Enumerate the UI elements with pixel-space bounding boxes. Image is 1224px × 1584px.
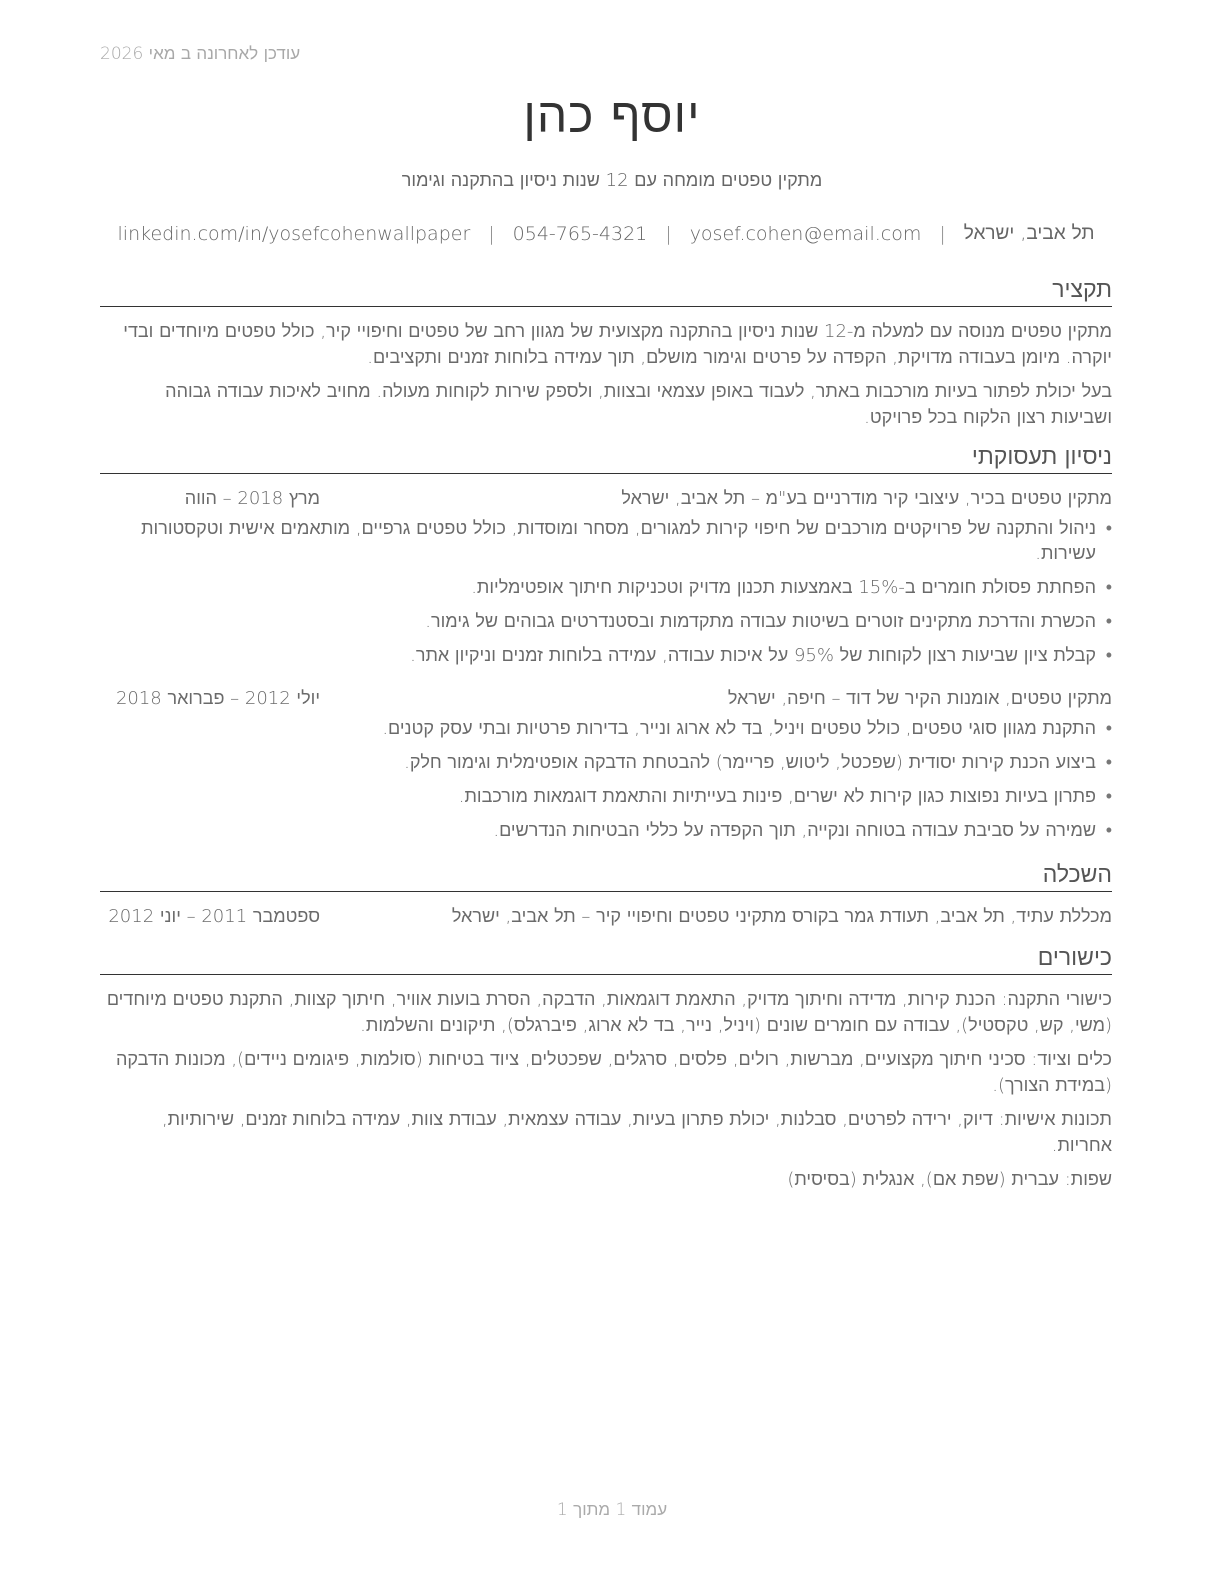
candidate-tagline: מתקין טפטים מומחה עם 12 שנות ניסיון בהתקנה וגימור — [401, 170, 823, 191]
job-dates: יולי 2012 – פברואר 2018 — [115, 688, 320, 709]
job-bullet: • ביצוע הכנת קירות יסודית (שפכטל, ליטוש, פריימר) להבטחת הדבקה אופטימלית וגימור חלק. — [100, 750, 1112, 775]
candidate-name: יוסף כהן — [523, 88, 701, 144]
education-dates: ספטמבר 2011 – יוני 2012 — [108, 906, 320, 927]
summary-section — [100, 276, 1112, 431]
section-title-summary: תקציר — [100, 276, 1112, 307]
education-section — [100, 861, 1112, 930]
section-title-experience: ניסיון תעסוקתי — [100, 443, 1112, 474]
contact-line — [100, 222, 1112, 245]
job-bullets — [100, 716, 1112, 843]
job-header — [100, 486, 1112, 512]
job-bullet: • שמירה על סביבת עבודה בטוחה ונקייה, תוך הקפדה על כללי הבטיחות הנדרשים. — [100, 818, 1112, 843]
page-number: עמוד 1 מתוך 1 — [556, 1500, 668, 1520]
contact-linkedin[interactable]: linkedin.com/in/yosefcohenwallpaper — [117, 222, 471, 245]
contact-phone[interactable]: 054-765-4321 — [512, 222, 648, 245]
job-entry — [100, 486, 1112, 668]
job-title: מתקין טפטים בכיר, עיצובי קיר מודרניים בע"מ – תל אביב, ישראל — [621, 488, 1112, 509]
contact-separator: | — [665, 222, 672, 245]
job-bullet: • קבלת ציון שביעות רצון לקוחות של 95% על איכות עבודה, עמידה בלוחות זמנים וניקיון אתר. — [100, 643, 1112, 668]
contact-separator: | — [939, 222, 946, 245]
job-bullet: • הפחתת פסולת חומרים ב-15% באמצעות תכנון מדויק וטכניקות חיתוך אופטימליות. — [100, 575, 1112, 600]
contact-email[interactable]: yosef.cohen@email.com — [689, 222, 922, 245]
job-bullet: • התקנת מגוון סוגי טפטים, כולל טפטים ויניל, בד לא ארוג ונייר, בדירות פרטיות ובתי עסק קטנים. — [100, 716, 1112, 741]
section-title-skills: כישורים — [100, 944, 1112, 975]
section-title-education: השכלה — [100, 861, 1112, 892]
last-updated-note: עודכן לאחרונה ב מאי 2026 — [100, 44, 301, 64]
skills-item: כישורי התקנה: הכנת קירות, מדידה וחיתוך מדויק, התאמת דוגמאות, הדבקה, הסרת בועות אוויר, חיתוך קצוות, התקנת טפטים מיוחדים (משי, קש, טקסטיל), עבודה עם חומרים שונים (ויניל, נייר, בד לא ארוג, פיברגלס), תיקונים והשלמות. — [106, 989, 1112, 1036]
education-entry — [100, 904, 1112, 930]
summary-paragraph: בעל יכולת לפתור בעיות מורכבות באתר, לעבוד באופן עצמאי ובצוות, ולספק שירות לקוחות מעולה. מחויב לאיכות עבודה גבוהה ושביעות רצון הלקוח בכל פרויקט. — [165, 381, 1112, 428]
summary-paragraph: מתקין טפטים מנוסה עם למעלה מ-12 שנות ניסיון בהתקנה מקצועית של מגוון רחב של טפטים וחיפויי קיר, כולל טפטים מיוחדים ובדי יוקרה. מיומן בעבודה מדויקת, הקפדה על פרטים וגימור מושלם, תוך עמידה בלוחות זמנים ותקציבים. — [123, 321, 1112, 368]
job-entry — [100, 686, 1112, 843]
skills-item: כלים וציוד: סכיני חיתוך מקצועיים, מברשות, רולים, פלסים, סרגלים, שפכטלים, ציוד בטיחות (סולמות, פיגומים ניידים), מכונות הדבקה (במידת הצורך). — [116, 1049, 1112, 1096]
job-header — [100, 686, 1112, 712]
contact-location: תל אביב, ישראל — [963, 222, 1095, 244]
resume-content — [100, 276, 1112, 1201]
job-bullet: • ניהול והתקנה של פרויקטים מורכבים של חיפוי קירות למגורים, מסחר ומוסדות, כולל טפטים גרפיים, מותאמים אישית וטקסטורות עשירות. — [100, 516, 1112, 566]
skills-item: תכונות אישיות: דיוק, ירידה לפרטים, סבלנות, יכולת פתרון בעיות, עבודה עצמאית, עבודת צוות, עמידה בלוחות זמנים, שירותיות, אחריות. — [161, 1109, 1112, 1156]
job-dates: מרץ 2018 – הווה — [184, 488, 320, 509]
job-bullet: • הכשרת והדרכת מתקינים זוטרים בשיטות עבודה מתקדמות ובסטנדרטים גבוהים של גימור. — [100, 609, 1112, 634]
contact-separator: | — [488, 222, 495, 245]
experience-section — [100, 443, 1112, 843]
education-title: מכללת עתיד, תל אביב, תעודת גמר בקורס מתקיני טפטים וחיפויי קיר – תל אביב, ישראל — [451, 906, 1112, 927]
job-bullets — [100, 516, 1112, 668]
job-title: מתקין טפטים, אומנות הקיר של דוד – חיפה, ישראל — [727, 688, 1112, 709]
skills-section — [100, 944, 1112, 1193]
skills-item: שפות: עברית (שפת אם), אנגלית (בסיסית) — [787, 1169, 1112, 1190]
job-bullet: • פתרון בעיות נפוצות כגון קירות לא ישרים, פינות בעייתיות והתאמת דוגמאות מורכבות. — [100, 784, 1112, 809]
